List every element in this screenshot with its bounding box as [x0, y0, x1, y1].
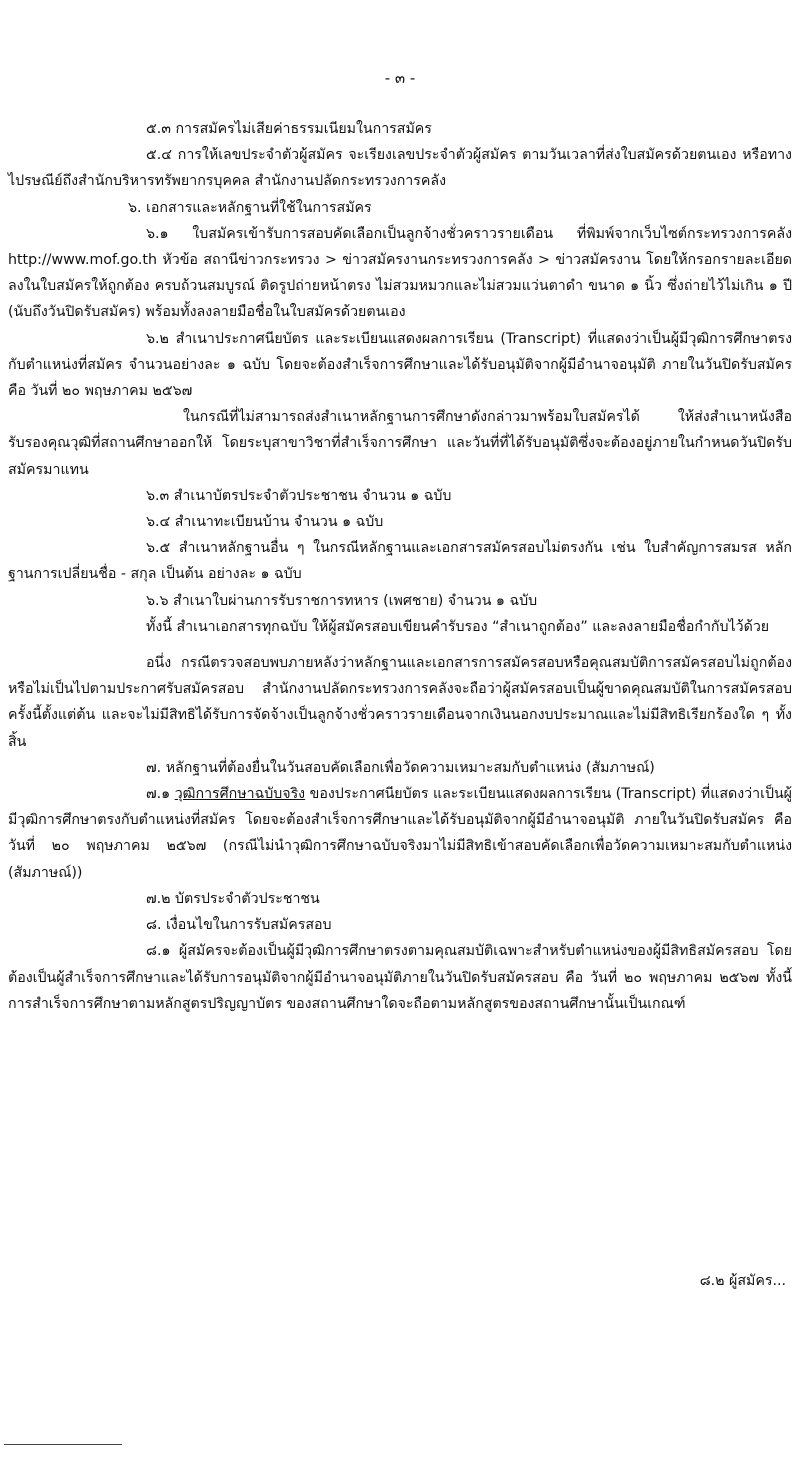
heading-section-7: ๗. หลักฐานที่ต้องยื่นในวันสอบคัดเลือกเพื่อวัดความเหมาะสมกับตำแหน่ง (สัมภาษณ์): [146, 759, 655, 776]
paragraph-5-3: ๕.๓ การสมัครไม่เสียค่าธรรมเนียมในการสมัคร: [146, 121, 432, 137]
paragraph-6-2-alternative: ในกรณีที่ไม่สามารถส่งสำเนาหลักฐานการศึกษาดังกล่าวมาพร้อมใบสมัครได้ ให้ส่งสำเนาหนังสือรับรองคุณวุฒิที่สถานศึกษาออกให้ โดยระบุสาขาวิชาที่สำเร็จการศึกษา และวันที่ที่ได้รับอนุมัติซึ่งจะต้องอยู่ภายในกำหนดวันปิดรับสมัครมาแทน: [8, 409, 792, 478]
heading-section-8: ๘. เงื่อนไขในการรับสมัครสอบ: [146, 917, 332, 934]
paragraph-5-4: ๕.๔ การให้เลขประจำตัวผู้สมัคร จะเรียงเลขประจำตัวผู้สมัคร ตามวันเวลาที่ส่งใบสมัครด้วยตนเอง หรือทางไปรษณีย์ถึงสำนักบริหารทรัพยากรบุคคล สำนักงานปลัดกระทรวงการคลัง: [8, 147, 792, 190]
paragraph-7-2: ๗.๒ บัตรประจำตัวประชาชน: [146, 890, 320, 907]
paragraph-6-note: ทั้งนี้ สำเนาเอกสารทุกฉบับ ให้ผู้สมัครสอบเขียนคำรับรอง “สำเนาถูกต้อง” และลงลายมือชื่อกำกับไว้ด้วย: [146, 618, 770, 635]
paragraph-notice: อนึ่ง กรณีตรวจสอบพบภายหลังว่าหลักฐานและเอกสารการสมัครสอบหรือคุณสมบัติการสมัครสอบไม่ถูกต้อง หรือไม่เป็นไปตามประกาศรับสมัครสอบ สำนักงานปลัดกระทรวงการคลังจะถือว่าผู้สมัครสอบเป็นผู้ขาดคุณสมบัติในการสมัครสอบครั้งนี้ตั้งแต่ต้น และจะไม่มีสิทธิได้รับการจัดจ้างเป็นลูกจ้างชั่วคราวรายเดือนจากเงินนอกงบประมาณและไม่มีสิทธิเรียกร้องใด ๆ ทั้งสิ้น: [8, 655, 792, 750]
document-body: [8, 116, 792, 1017]
continuation-marker: ๘.๒ ผู้สมัคร...: [699, 1273, 786, 1289]
paragraph-6-5: ๖.๕ สำเนาหลักฐานอื่น ๆ ในกรณีหลักฐานและเอกสารสมัครสอบไม่ตรงกัน เช่น ใบสำคัญการสมรส หลักฐานการเปลี่ยนชื่อ - สกุล เป็นต้น อย่างละ ๑ ฉบับ: [8, 540, 792, 583]
paragraph-6-6: ๖.๖ สำเนาใบผ่านการรับราชการทหาร (เพศชาย) จำนวน ๑ ฉบับ: [146, 592, 538, 609]
paragraph-6-1: ๖.๑ ใบสมัครเข้ารับการสอบคัดเลือกเป็นลูกจ้างชั่วคราวรายเดือน ที่พิมพ์จากเว็บไซต์กระทรวงการคลัง http://www.mof.go.th หัวข้อ สถานีข่าวกระทรวง > ข่าวสมัครงานกระทรวงการคลัง > ข่าวสมัครงาน โดยให้กรอกรายละเอียดลงในใบสมัครให้ถูกต้อง ครบถ้วนสมบูรณ์ ติดรูปถ่ายหน้าตรง ไม่สวมหมวกและไม่สวมแว่นตาดำ ขนาด ๑ นิ้ว ซึ่งถ่ายไว้ไม่เกิน ๑ ปี (นับถึงวันปิดรับสมัคร) พร้อมทั้งลงลายมือชื่อในใบสมัครด้วยตนเอง: [8, 225, 792, 321]
paragraph-6-3: ๖.๓ สำเนาบัตรประจำตัวประชาชน จำนวน ๑ ฉบับ: [146, 487, 452, 504]
paragraph-7-1-number: ๗.๑: [146, 786, 175, 803]
paragraph-6-2: ๖.๒ สำเนาประกาศนียบัตร และระเบียนแสดงผลการเรียน (Transcript) ที่แสดงว่าเป็นผู้มีวุฒิการศึกษาตรงกับตำแหน่งที่สมัคร จำนวนอย่างละ ๑ ฉบับ โดยจะต้องสำเร็จการศึกษาและได้รับอนุมัติจากผู้มีอำนาจอนุมัติ ภายในวันปิดรับสมัคร คือ วันที่ ๒๐ พฤษภาคม ๒๕๖๗: [8, 330, 792, 400]
heading-section-6: ๖. เอกสารและหลักฐานที่ใช้ในการสมัคร: [128, 199, 372, 216]
paragraph-7-1-underlined: วุฒิการศึกษาฉบับจริง: [174, 786, 306, 803]
paragraph-7-1: [8, 781, 792, 886]
paragraph-8-1: ๘.๑ ผู้สมัครจะต้องเป็นผู้มีวุฒิการศึกษาตรงตามคุณสมบัติเฉพาะสำหรับตำแหน่งของผู้มีสิทธิสมัครสอบ โดยต้องเป็นผู้สำเร็จการศึกษาและได้รับการอนุมัติจากผู้มีอำนาจอนุมัติภายในวันปิดรับสมัครสอบ คือ วันที่ ๒๐ พฤษภาคม ๒๕๖๗ ทั้งนี้ การสำเร็จการศึกษาตามหลักสูตรปริญญาบัตร ของสถานศึกษาใดจะถือตามหลักสูตรของสถานศึกษานั้นเป็นเกณฑ์: [8, 943, 792, 1012]
footer-rule: [4, 1444, 122, 1445]
page-number: - ๓ -: [384, 69, 416, 87]
paragraph-7-1-text: ของประกาศนียบัตร และระเบียนแสดงผลการเรียน (Transcript) ที่แสดงว่าเป็นผู้มีวุฒิการศึกษาตรงกับตำแหน่งที่สมัคร โดยจะต้องสำเร็จการศึกษาและได้รับอนุมัติจากผู้มีอำนาจอนุมัติ ภายในวันปิดรับสมัคร คือ วันที่ ๒๐ พฤษภาคม ๒๕๖๗ (กรณีไม่นำวุฒิการศึกษาฉบับจริงมาไม่มีสิทธิเข้าสอบคัดเลือกเพื่อวัดความเหมาะสมกับตำแหน่ง (สัมภาษณ์)): [8, 786, 792, 881]
paragraph-6-4: ๖.๔ สำเนาทะเบียนบ้าน จำนวน ๑ ฉบับ: [146, 514, 384, 531]
